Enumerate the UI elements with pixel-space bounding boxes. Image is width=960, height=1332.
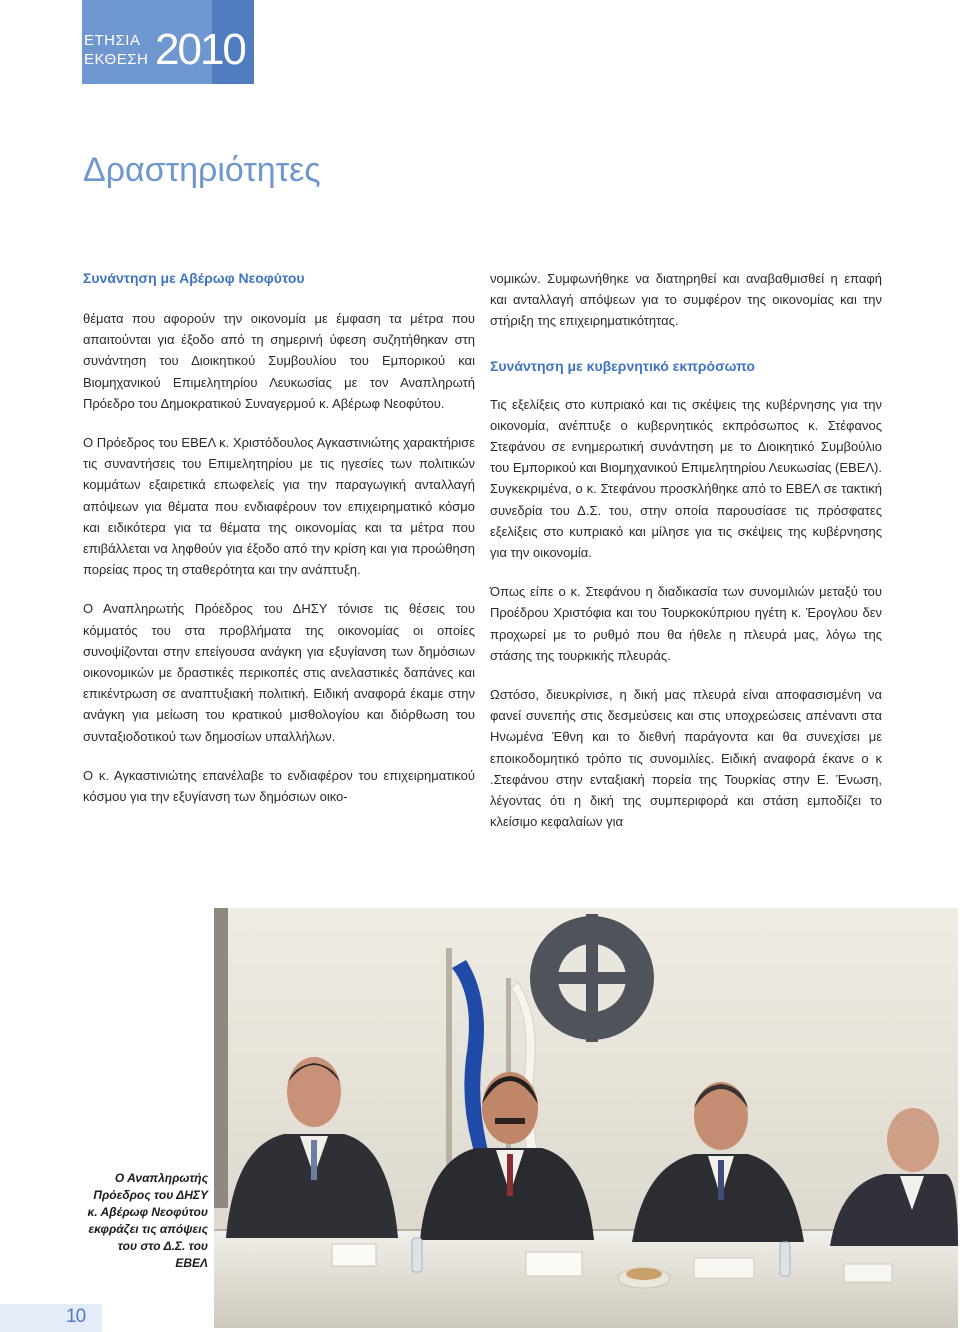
page-number: 10: [66, 1306, 86, 1327]
page-number-bar: [0, 1304, 102, 1332]
meeting-photo: [214, 908, 958, 1328]
right-column: [490, 268, 882, 832]
paragraph-continued: νομικών. Συμφωνήθηκε να διατηρηθεί και αναβαθμισθεί η επαφή και ανταλλαγή απόψεων για το συμφέρον της οικονομίας και την στήριξη της επιχειρηματικότητας.: [490, 271, 882, 329]
report-label-line2: ΕΚΘΕΣΗ: [84, 51, 149, 68]
paragraph: θέματα που αφορούν την οικονομία με έμφαση τα μέτρα που απαιτούνται για έξοδο από τη σημερινή ύφεση συζητήθηκαν στη συνάντηση του Διοικητικού Συμβουλίου του Εμπορικού και Βιομηχανικού Επιμελητηρίου Λευκωσίας με τον Αναπληρωτή Πρόεδρο του Δημοκρατικού Συναγερμού κ. Αβέρωφ Νεοφύτου.: [83, 311, 475, 411]
paragraph: Όπως είπε ο κ. Στεφάνου η διαδικασία των συνομιλιών μεταξύ του Προέδρου Χριστόφια και του Τουρκοκύπριου ηγέτη κ. Έρογλου δεν προχωρεί με το ρυθμό που θα ήθελε η πλευρά μας, λόγω της στάσης της τουρκικής πλευράς.: [490, 584, 882, 663]
photo-caption: Ο Αναπληρωτής Πρόεδρος του ΔΗΣΥ κ. Αβέρωφ Νεοφύτου εκφράζει τις απόψεις του στο Δ.Σ. του ΕΒΕΛ: [87, 1171, 208, 1270]
paragraph: Ο κ. Αγκαστινιώτης επανέλαβε το ενδιαφέρον του επιχειρηματικού κόσμου για την εξυγίανση των δημόσιων οικο-: [83, 767, 475, 805]
paragraph: Ωστόσο, διευκρίνισε, η δική μας πλευρά είναι αποφασισμένη να φανεί συνεπής στις δεσμεύσεις και στις υποχρεώσεις απέναντι στα Ηνωμένα Έθνη και το διεθνή παράγοντα και θα συνεχίσει με εποικοδομητικό τρόπο τις συνομιλίες. Ειδική αναφορά έκανε ο κ .Στεφάνου στην ενταξιακή πορεία της Τουρκίας στην Ε. Ένωση, λέγοντας ότι η δική της συμπεριφορά και στάση εμποδίζει το κλείσιμο κεφαλαίων για: [490, 687, 882, 830]
section-heading-averof: Συνάντηση με Αβέρωφ Νεοφύτου: [83, 270, 305, 286]
report-label-line1: ΕΤΗΣΙΑ: [84, 32, 141, 49]
report-year: 2010: [155, 25, 245, 74]
left-column: [83, 268, 475, 807]
page-title: Δραστηριότητες: [83, 151, 321, 189]
paragraph: Τις εξελίξεις στο κυπριακό και τις σκέψεις της κυβέρνησης για την οικονομία, ανέπτυξε ο κυβερνητικός εκπρόσωπος κ. Στέφανος Στεφάνου σε ενημερωτική συνάντηση με το Διοικητικό Συμβούλιο του Εμπορικού και Βιομηχανικού Επιμελητηρίου Λευκωσίας (ΕΒΕΛ). Συγκεκριμένα, ο κ. Στεφάνου προσκλήθηκε από το ΕΒΕΛ σε τακτική συνεδρία του Δ.Σ. του, στην οποία παρουσίασε τις πρόσφατες εξελίξεις στο κυπριακό και μίλησε για τις σκέψεις της κυβέρνησης για την οικονομία.: [490, 396, 882, 561]
section-heading-government-spokesman: Συνάντηση με κυβερνητικό εκπρόσωπο: [490, 357, 755, 374]
paragraph: Ο Αναπληρωτής Πρόεδρος του ΔΗΣΥ τόνισε τις θέσεις του κόμματός του στα προβλήματα της οικονομίας οι οποίες συνοψίζονται στην επείγουσα ανάγκη για εξυγίανση των δημόσιων οικονομικών με δραστικές περικοπές στις ανελαστικές δαπάνες και επικέντρωση σε αναπτυξιακή πολιτική. Ειδική αναφορά έκαμε στην ανάγκη για μείωση του κρατικού μισθολογίου και διόρθωση του συνταξιοδοτικού των δημοσίων υπαλλήλων.: [83, 601, 475, 744]
paragraph: Ο Πρόεδρος του ΕΒΕΛ κ. Χριστόδουλος Αγκαστινιώτης χαρακτήρισε τις συναντήσεις του Επιμελητηρίου με τις ηγεσίες των πολιτικών κομμάτων εξαιρετικά επωφελείς για την παραγωγική ανταλλαγή απόψεων για θέματα που ενδιαφέρουν τον επιχειρηματικό κόσμο και ειδικότερα για τα θέματα της οικονομίας και τα μέτρα που επιβάλλεται να ληφθούν για έξοδο από την κρίση και για προώθηση πορείας προς τη σταθερότητα και την ανάπτυξη.: [83, 435, 475, 578]
